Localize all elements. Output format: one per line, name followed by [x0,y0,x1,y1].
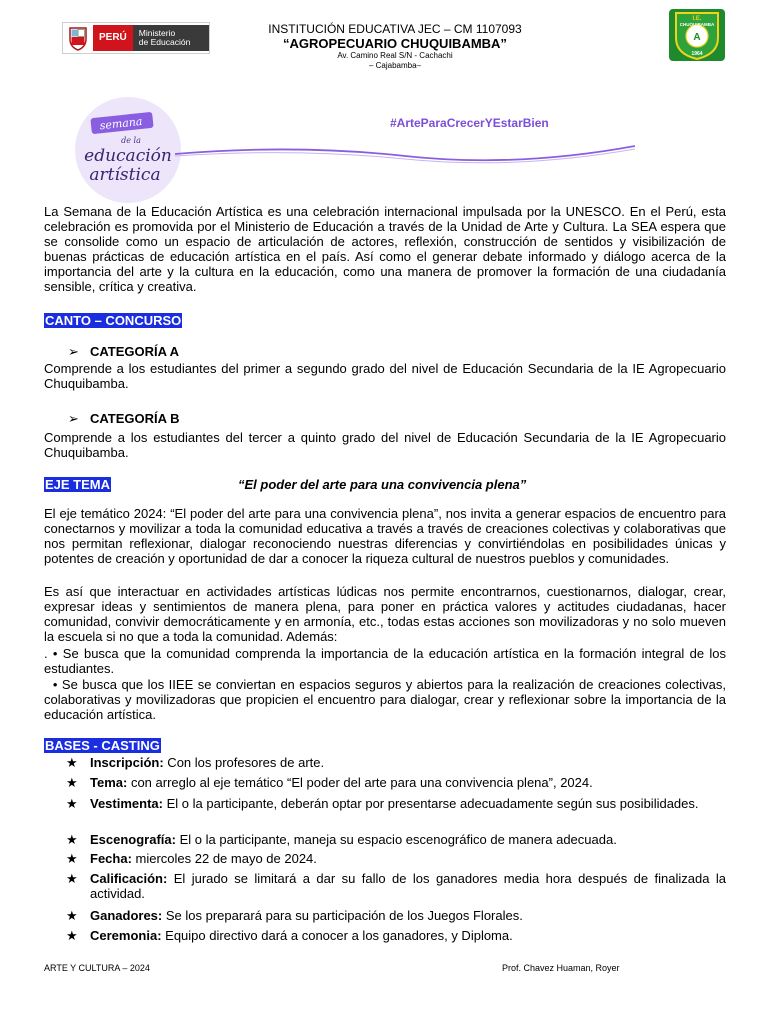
star-bullet-icon: ★ [66,796,78,811]
star-bullet-icon: ★ [66,851,78,866]
list-item: ★ Tema: con arreglo al eje temático “El poder del arte para una convivencia plena”, 2024. [66,775,593,790]
arrow-bullet-icon: ➢ [68,344,79,359]
crest-year-text: 1964 [691,51,703,57]
crest-top-text: I.E. [692,16,702,22]
school-city: – Cajabamba– [368,61,422,70]
list-item: ★ Fecha: miercoles 22 de mayo de 2024. [66,851,317,866]
crest-name-text: CHUQUIBAMBA [679,22,715,27]
intro-paragraph: La Semana de la Educación Artística es una celebración internacional impulsada por la UNESCO. En el Perú, esta celebración es promovida por el Ministerio de Educación a través de la Unidad de Arte y Cultura. La SEA espera que se consolide como un espacio de articulación de actores, reflexión, construcción de sentidos y visibilización de buenas prácticas de educación artística en el país. Así como el generar debate informado y diálogo acerca de la importancia del arte y la cultura en la educación, como una manera de promover la formación de una ciudadanía sensible, crítica y creativa. [44,204,726,294]
decorative-swoosh [175,138,635,168]
eje-paragraph-1: El eje temático 2024: “El poder del arte para una convivencia plena”, nos invita a generar espacios de encuentro para conectarnos y movilizar a toda la comunidad educativa a través a través de creaciones colectivas y colaborativas que nos permitan reflexionar, dialogar reconociendo nuestras diferencias y convirtiéndolas en posibilidades únicas y potentes de creación y oportunidad de dar a conocer la riqueza cultural de nuestros pueblos y comunidades. [44,506,726,566]
sea-badge-logo [73,95,183,205]
star-bullet-icon: ★ [66,871,78,886]
eje-paragraph-2: Es así que interactuar en actividades artísticas lúdicas nos permite encontrarnos, cuestionarnos, dialogar, crear, expresar ideas y sentimientos de manera plena, para poner en práctica valores y actitudes ciudadanas, hacer comunidad, convivir democráticamente y en armonía, etc., todas estas acciones son movilizadoras y no solo mueven la escuela si no que a toda la comunidad. Además: [44,584,726,644]
category-a-title: ➢ CATEGORÍA A [68,344,180,359]
badge-line4: artística [89,165,161,185]
logo-country-label: PERÚ [93,25,133,51]
arrow-bullet-icon: ➢ [68,411,79,426]
list-item: ★ Ganadores: Se los preparará para su participación de los Juegos Florales. [66,908,523,923]
school-address: Av. Camino Real S/N - Cachachi [337,51,453,60]
list-item: ★ Inscripción: Con los profesores de arte. [66,755,325,770]
badge-line2: de la [121,136,141,145]
list-item: ★ Vestimenta: El o la participante, deberán optar por presentarse adecuadamente según sus posibilidades. [66,796,699,811]
minedu-logo [62,22,210,54]
category-b-text: Comprende a los estudiantes del tercer a quinto grado del nivel de Educación Secundaria de la IE Agropecuario Chuquibamba. [44,430,726,460]
logo-ministry-label: Ministerio de Educación [133,25,209,51]
badge-line1: semana [99,114,144,133]
school-crest-icon [668,8,726,62]
star-bullet-icon: ★ [66,928,78,943]
footer-course: ARTE Y CULTURA – 2024 [44,963,150,973]
star-bullet-icon: ★ [66,755,78,770]
eje-title: “El poder del arte para una convivencia plena” [238,477,527,492]
canto-heading: CANTO – CONCURSO [45,313,182,328]
svg-text:A: A [693,32,701,43]
star-bullet-icon: ★ [66,775,78,790]
institution-header [230,22,560,71]
eje-paragraph-4: • Se busca que los IIEE se conviertan en espacios seguros y abiertos para la realización de creaciones colectivas, colaborativas y movilizadoras que propicien el encuentro para dialogar, crear y reflexionar sobre la importancia de la educación artística. [44,677,730,722]
eje-heading: EJE TEMA [45,477,111,492]
school-name: “AGROPECUARIO CHUQUIBAMBA” [283,36,507,51]
coat-of-arms-icon [67,25,89,51]
footer-teacher: Prof. Chavez Huaman, Royer [502,963,620,973]
eje-paragraph-3: . • Se busca que la comunidad comprenda la importancia de la educación artística en la formación integral de los estudiantes. [44,646,726,676]
badge-line3: educación [84,146,172,166]
bases-heading: BASES - CASTING [45,738,160,753]
star-bullet-icon: ★ [66,832,78,847]
star-bullet-icon: ★ [66,908,78,923]
institution-name: INSTITUCIÓN EDUCATIVA JEC – CM 1107093 [268,22,522,36]
hashtag: #ArteParaCrecerYEstarBien [390,116,549,130]
category-a-text: Comprende a los estudiantes del primer a segundo grado del nivel de Educación Secundaria de la IE Agropecuario Chuquibamba. [44,361,726,391]
list-item: ★ Escenografía: El o la participante, maneja su espacio escenográfico de manera adecuada. [66,832,617,847]
list-item: ★ Calificación: El jurado se limitará a dar su fallo de los ganadores media hora después de finalizada la actividad. [66,871,726,901]
list-item: ★ Ceremonia: Equipo directivo dará a conocer a los ganadores, y Diploma. [66,928,513,943]
category-b-title: ➢ CATEGORÍA B [68,411,180,426]
